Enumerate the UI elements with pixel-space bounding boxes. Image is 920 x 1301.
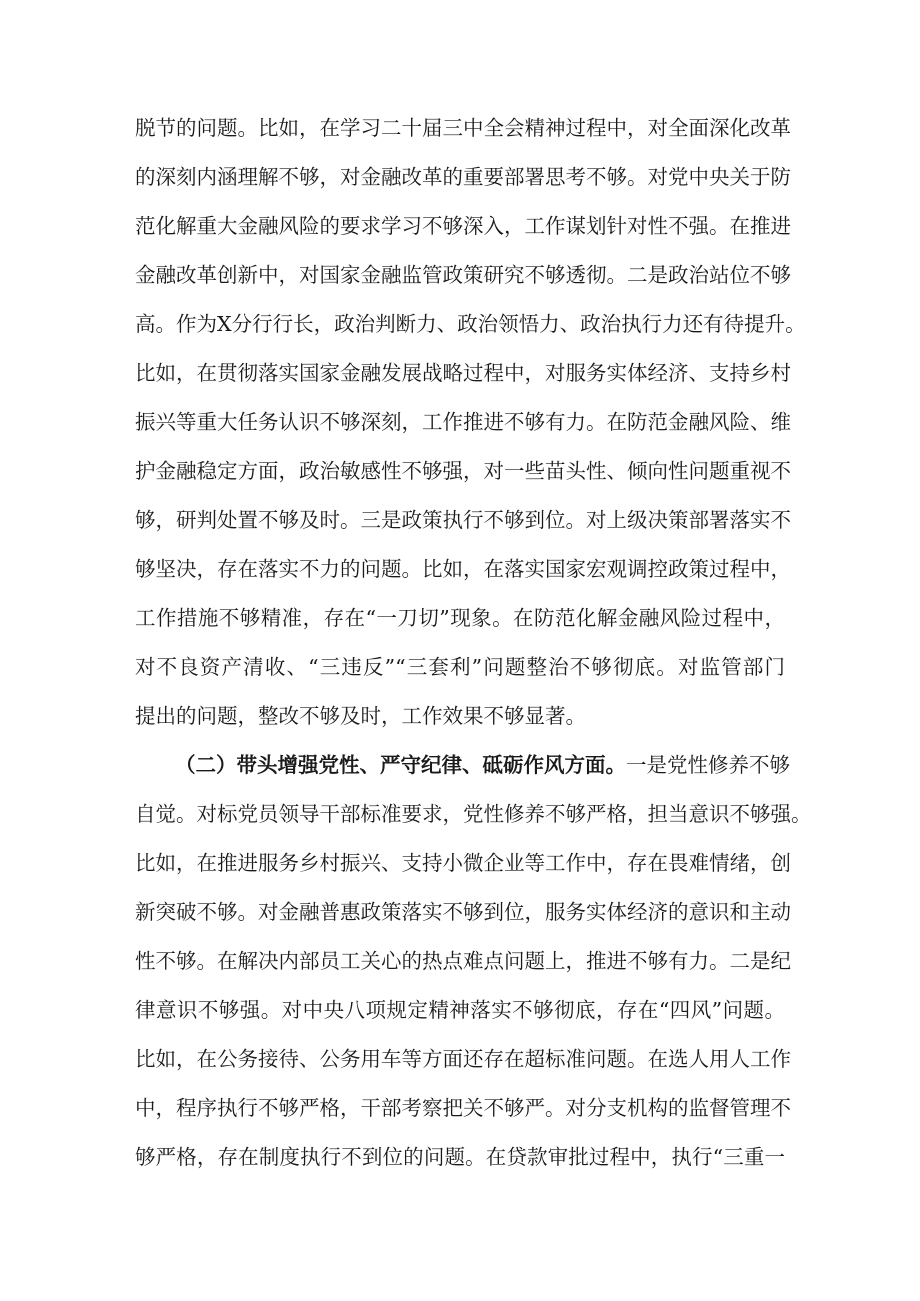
paragraph-line: 金融改革创新中，对国家金融监管政策研究不够透彻。二是政治站位不够	[135, 263, 791, 287]
paragraph-line: 比如，在推进服务乡村振兴、支持小微企业等工作中，存在畏难情绪，创	[135, 851, 791, 875]
paragraph-line: 够严格，存在制度执行不到位的问题。在贷款审批过程中，执行“三重一	[135, 1145, 785, 1169]
paragraph-line: 的深刻内涵理解不够，对金融改革的重要部署思考不够。对党中央关于防	[135, 165, 791, 189]
paragraph-line: 律意识不够强。对中央八项规定精神落实不够彻底，存在“四风”问题。	[135, 998, 785, 1022]
section-2-first-line-text: 一是党性修养不够	[626, 753, 790, 777]
paragraph-line: 提出的问题，整改不够及时，工作效果不够显著。	[135, 704, 586, 728]
paragraph-line: 新突破不够。对金融普惠政策落实不够到位，服务实体经济的意识和主动	[135, 900, 791, 924]
paragraph-line: 性不够。在解决内部员工关心的热点难点问题上，推进不够有力。二是纪	[135, 949, 791, 973]
paragraph-line: 够坚决，存在落实不力的问题。比如，在落实国家宏观调控政策过程中，	[135, 557, 791, 581]
paragraph-line: 比如，在贯彻落实国家金融发展战略过程中，对服务实体经济、支持乡村	[135, 361, 791, 385]
paragraph-line: 中，程序执行不够严格，干部考察把关不够严。对分支机构的监督管理不	[135, 1096, 791, 1120]
section-2-first-line	[175, 745, 790, 785]
paragraph-line: 脱节的问题。比如，在学习二十届三中全会精神过程中，对全面深化改革	[135, 116, 791, 140]
paragraph-line: 工作措施不够精准，存在“一刀切”现象。在防范化解金融风险过程中，	[135, 606, 785, 630]
paragraph-line: 对不良资产清收、“三违反”“三套利”问题整治不够彻底。对监管部门	[135, 655, 785, 679]
paragraph-line: 自觉。对标党员领导干部标准要求，党性修养不够严格，担当意识不够强。	[135, 802, 812, 826]
paragraph-line: 比如，在公务接待、公务用车等方面还存在超标准问题。在选人用人工作	[135, 1047, 791, 1071]
paragraph-line: 够，研判处置不够及时。三是政策执行不够到位。对上级决策部署落实不	[135, 508, 791, 532]
paragraph-line: 振兴等重大任务认识不够深刻，工作推进不够有力。在防范金融风险、维	[135, 410, 791, 434]
paragraph-line: 高。作为X分行行长，政治判断力、政治领悟力、政治执行力还有待提升。	[135, 312, 806, 336]
paragraph-line: 范化解重大金融风险的要求学习不够深入，工作谋划针对性不强。在推进	[135, 214, 791, 238]
section-2-heading: （二）带头增强党性、严守纪律、砥砺作风方面。	[175, 753, 626, 777]
paragraph-line: 护金融稳定方面，政治敏感性不够强，对一些苗头性、倾向性问题重视不	[135, 459, 791, 483]
